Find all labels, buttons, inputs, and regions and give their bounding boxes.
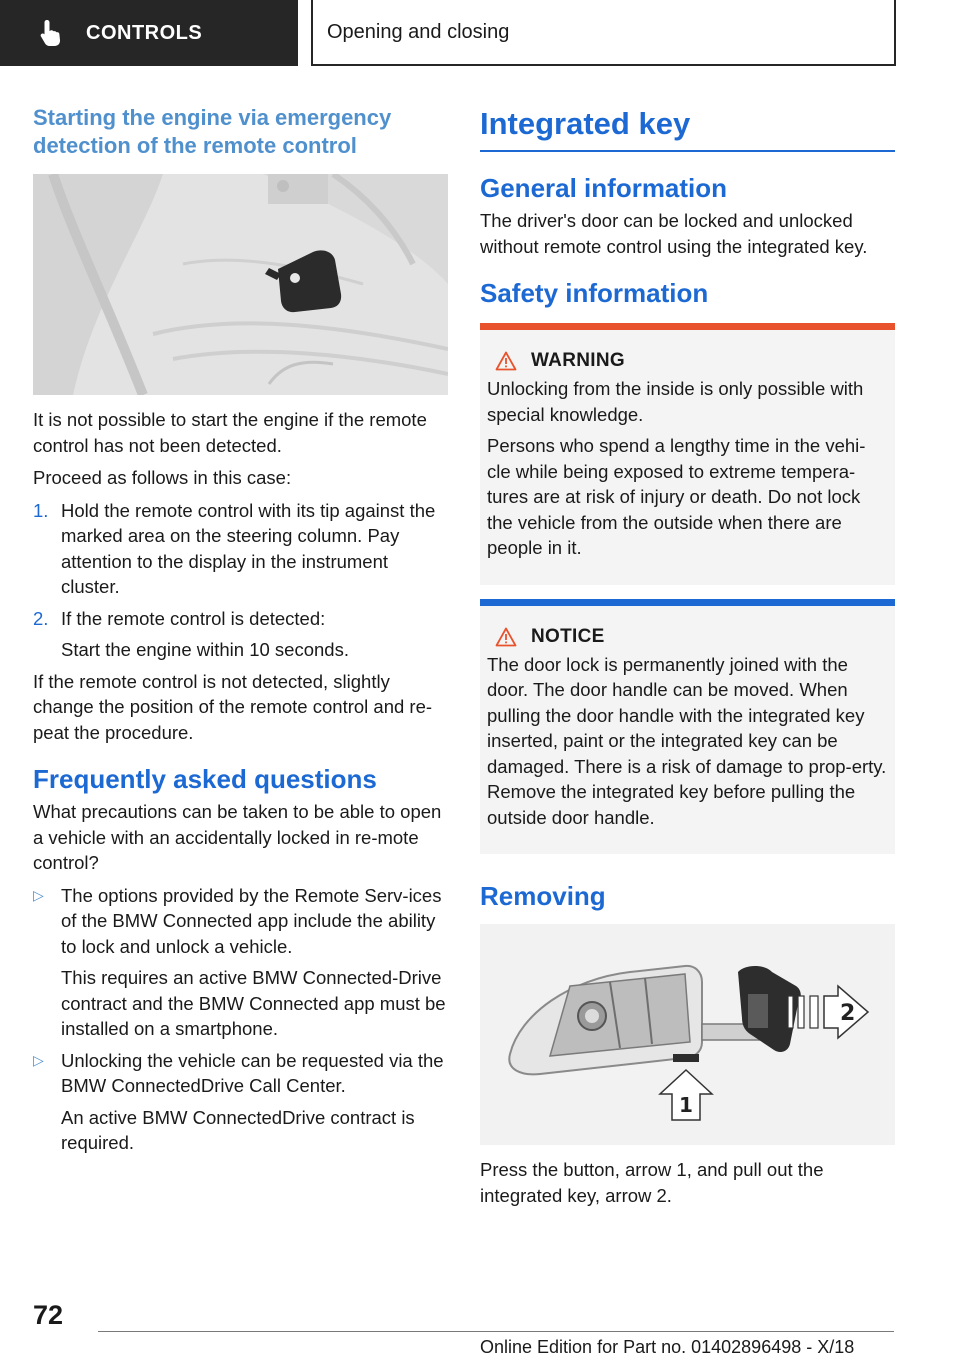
- chapter-label: Opening and closing: [327, 20, 510, 43]
- warning-triangle-icon: [495, 351, 517, 371]
- bullet-subtext: This requires an active BMW Connected‐Drive contract and the BMW Connected app must be installed on a smartphone.: [61, 967, 446, 1039]
- step-number: 2.: [33, 607, 49, 629]
- notice-text: The door lock is permanently joined with the door. The door handle can be moved. When pulling the door handle with the integrated key inserted, paint or the integrated key can be damaged. There is a risk of damage to prop‐erty. Remove the integrated key before pulling the outside door handle.: [487, 653, 887, 828]
- chapter-tab: [311, 0, 896, 66]
- list-item: [33, 883, 448, 1042]
- bullet-text: Unlocking the vehicle can be requested via the BMW ConnectedDrive Call Center.: [61, 1049, 444, 1096]
- warning-label: WARNING: [531, 350, 625, 371]
- section-label: CONTROLS: [86, 21, 203, 44]
- general-info-text: The driver's door can be locked and unlocked without remote control using the integrated key.: [480, 210, 868, 257]
- step-subtext: Start the engine within 10 seconds.: [61, 639, 349, 660]
- step-text: Hold the remote control with its tip against the marked area on the steering column. Pay attention to the display in the instrument cluster.: [61, 499, 436, 597]
- key-removal-illustration: [480, 924, 895, 1145]
- faq-heading: Frequently asked questions: [33, 764, 377, 794]
- left-column: [33, 98, 448, 1162]
- retry-text: If the remote control is not detected, slightly change the position of the remote control and re‐peat the procedure.: [33, 670, 433, 743]
- proceed-text: Proceed as follows in this case:: [33, 467, 292, 488]
- warning-text-2: Persons who spend a lengthy time in the vehi‐cle while being exposed to extreme tempera‐tures are at risk of injury or death. Do not lock the vehicle from the outside when there are people in it.: [487, 435, 866, 558]
- step-item: [33, 606, 448, 663]
- warning-triangle-icon: [495, 627, 517, 647]
- emergency-start-heading: Starting the engine via emergency detection of the remote control: [33, 105, 392, 158]
- step-text: If the remote control is detected:: [61, 607, 326, 629]
- bullet-subtext: An active BMW ConnectedDrive contract is required.: [61, 1106, 415, 1153]
- removing-text: Press the button, arrow 1, and pull out the integrated key, arrow 2.: [480, 1159, 824, 1206]
- page-number: 72: [33, 1300, 64, 1330]
- notice-header: [487, 626, 887, 648]
- triangle-bullet-icon: ▷: [33, 1051, 44, 1068]
- warning-box: [480, 323, 895, 585]
- general-info-heading: General information: [480, 173, 728, 203]
- safety-info-heading: Safety information: [480, 278, 709, 308]
- faq-answer-list: [33, 883, 448, 1156]
- notice-label: NOTICE: [531, 625, 605, 647]
- step-number: 1.: [33, 499, 49, 521]
- section-tab: [0, 0, 298, 66]
- edition-text: Online Edition for Part no. 01402896498 - X/18: [480, 1337, 855, 1357]
- right-column: [480, 98, 895, 1215]
- steps-list: [33, 498, 448, 663]
- list-item: [33, 1048, 448, 1156]
- arrow-2-label: 2: [840, 1001, 856, 1026]
- steering-column-illustration: [33, 174, 448, 395]
- triangle-bullet-icon: ▷: [33, 886, 44, 903]
- faq-question: What precautions can be taken to be able to open a vehicle with an accidentally locked in re‐mote control?: [33, 801, 442, 873]
- warning-text-1: Unlocking from the inside is only possible with special knowledge.: [487, 378, 864, 425]
- warning-header: [487, 350, 887, 372]
- bullet-text: The options provided by the Remote Serv‐ices of the BMW Connected app include the ability to lock and unlock a vehicle.: [61, 884, 442, 957]
- footer-divider: [98, 1331, 894, 1332]
- integrated-key-title: Integrated key: [480, 104, 895, 152]
- pointing-hand-icon: [38, 18, 64, 48]
- removing-heading: Removing: [480, 881, 606, 911]
- notice-box: [480, 599, 895, 855]
- arrow-1-label: 1: [679, 1093, 693, 1117]
- not-detected-text: It is not possible to start the engine if the remote control has not been detected.: [33, 409, 427, 456]
- step-item: [33, 498, 448, 600]
